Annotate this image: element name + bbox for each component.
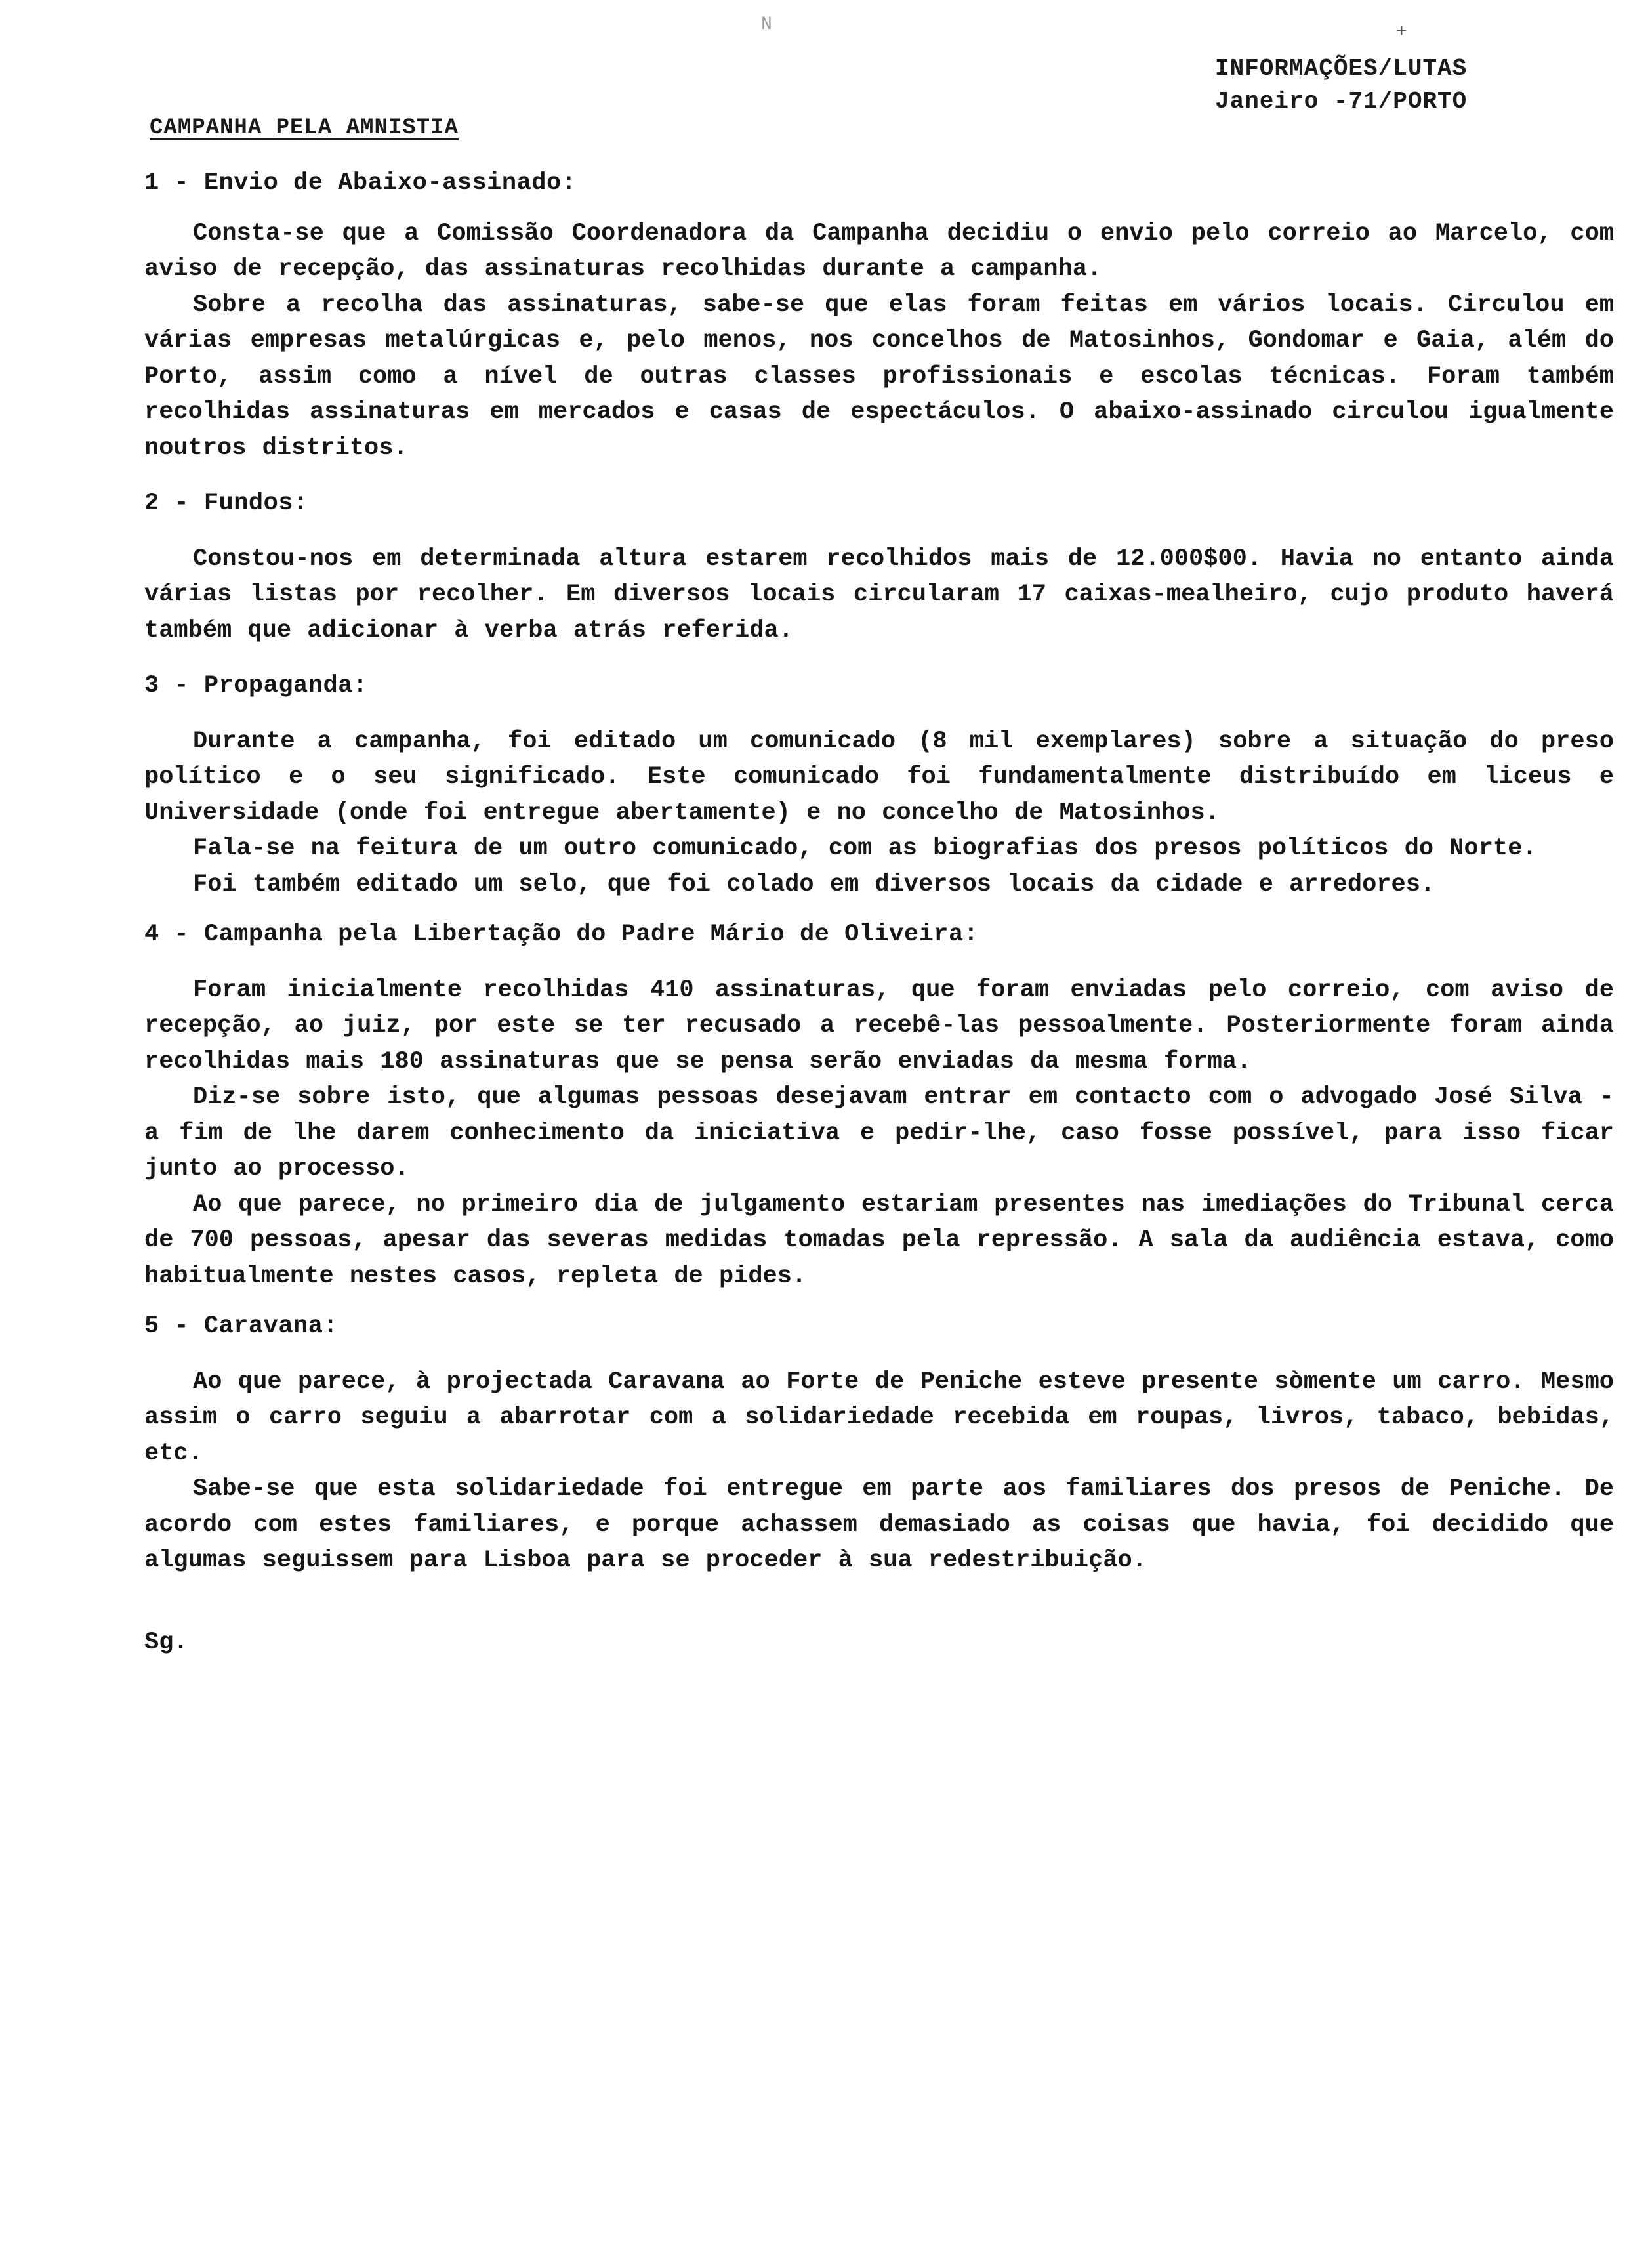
paragraph: Diz-se sobre isto, que algumas pessoas desejavam entrar em contacto com o advogado José Silva - a fim de lhe darem conhecimento da iniciativa e pedir-lhe, caso fosse possível, para isso ficar junto ao processo. <box>144 1083 1614 1183</box>
paragraph: Ao que parece, à projectada Caravana ao Forte de Peniche esteve presente sòmente um carro. Mesmo assim o carro seguiu a abarrotar com a solidariedade recebida em roupas, livros, tabaco, bebidas, etc. <box>144 1368 1614 1467</box>
paragraph: Sabe-se que esta solidariedade foi entregue em parte aos familiares dos presos de Peniche. De acordo com estes familiares, e porque achassem demasiado as coisas que havia, foi decidido que algumas seguissem para Lisboa para se proceder à sua redestribuição. <box>144 1475 1614 1574</box>
document-body <box>144 165 1614 1660</box>
paragraph: Ao que parece, no primeiro dia de julgamento estariam presentes nas imediações do Tribunal cerca de 700 pessoas, apesar das severas medidas tomadas pela repressão. A sala da audiência estava, como habitualmente nestes casos, repleta de pides. <box>144 1190 1614 1290</box>
section-caravana <box>144 1309 1614 1579</box>
paragraph: Consta-se que a Comissão Coordenadora da Campanha decidiu o envio pelo correio ao Marcelo, com aviso de recepção, das assinaturas recolhidas durante a campanha. <box>144 219 1614 283</box>
document-title: CAMPANHA PELA AMNISTIA <box>150 116 459 140</box>
signature: Sg. <box>144 1628 188 1656</box>
header-date-place: Janeiro -71/PORTO <box>1215 88 1468 115</box>
paragraph: Sobre a recolha das assinaturas, sabe-se que elas foram feitas em vários locais. Circulou em várias empresas metalúrgicas e, pelo menos, nos concelhos de Matosinhos, Gondomar e Gaia, além do Porto, assim como a nível de outras classes profissionais e escolas técnicas. Foram também recolhidas assinaturas em mercados e casas de espectáculos. O abaixo-assinado circulou igualmente noutros distritos. <box>144 291 1614 462</box>
section-envio <box>144 165 1614 466</box>
document-header <box>1215 52 1467 118</box>
paragraph: Foram inicialmente recolhidas 410 assinaturas, que foram enviadas pelo correio, com aviso de recepção, ao juiz, por este se ter recusado a recebê-las pessoalmente. Posteriormente foram ainda recolhidas mais 180 assinaturas que se pensa serão enviadas da mesma forma. <box>144 976 1614 1076</box>
section-heading: 4 - Campanha pela Libertação do Padre Mário de Oliveira: <box>144 921 979 948</box>
section-heading: 2 - Fundos: <box>144 490 308 517</box>
paragraph: Fala-se na feitura de um outro comunicado, com as biografias dos presos políticos do Norte. <box>193 835 1537 862</box>
section-fundos <box>144 486 1614 648</box>
section-libertacao <box>144 917 1614 1294</box>
paragraph: Constou-nos em determinada altura estarem recolhidos mais de 12.000$00. Havia no entanto ainda várias listas por recolher. Em diversos locais circularam 17 caixas-mealheiro, cujo produto haverá também que adicionar à verba atrás referida. <box>144 545 1614 644</box>
section-heading: 1 - Envio de Abaixo-assinado: <box>144 169 577 197</box>
stray-mark-plus: + <box>1396 22 1407 43</box>
section-heading: 5 - Caravana: <box>144 1312 339 1340</box>
paragraph: Foi também editado um selo, que foi colado em diversos locais da cidade e arredores. <box>193 870 1435 898</box>
section-propaganda <box>144 668 1614 902</box>
paragraph: Durante a campanha, foi editado um comunicado (8 mil exemplares) sobre a situação do preso político e o seu significado. Este comunicado foi fundamentalmente distribuído em liceus e Universidade (onde foi entregue abertamente) e no concelho de Matosinhos. <box>144 727 1614 827</box>
stray-mark-n: N <box>761 14 772 35</box>
header-category: INFORMAÇÕES/LUTAS <box>1215 55 1468 82</box>
section-heading: 3 - Propaganda: <box>144 672 368 700</box>
